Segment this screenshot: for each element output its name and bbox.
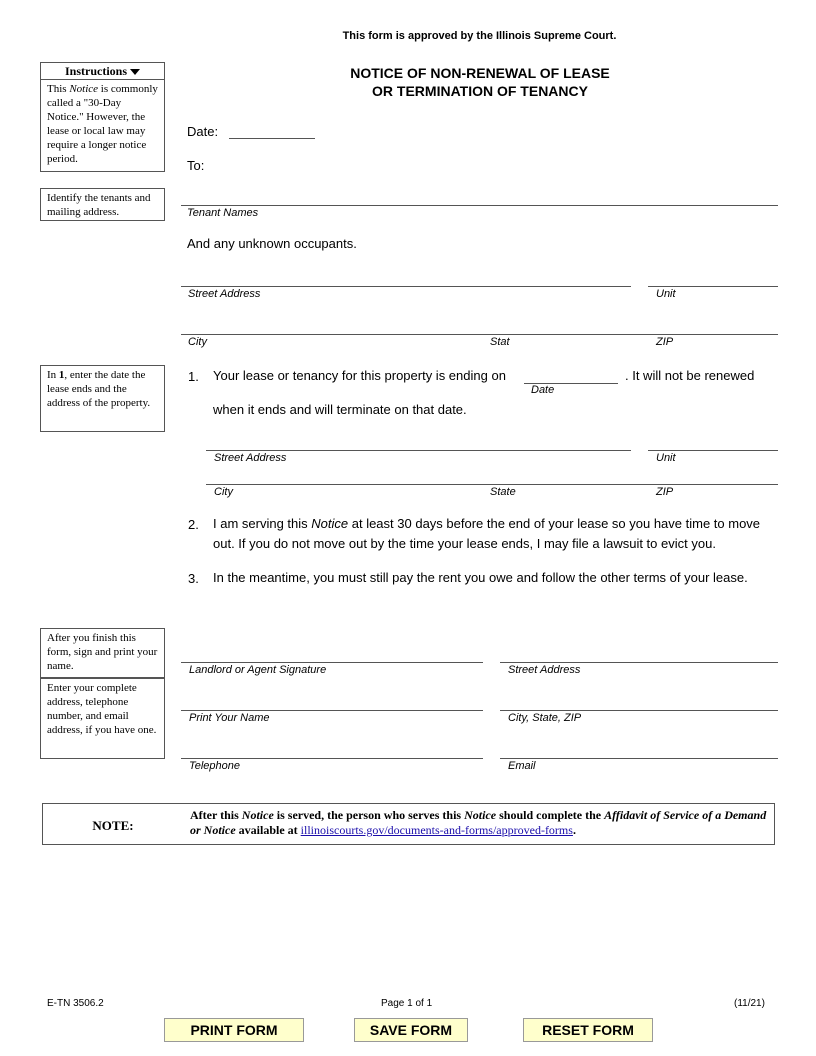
note-t3: is served, the person who serves this xyxy=(273,808,465,822)
caret-down-icon xyxy=(130,69,140,75)
instr5-text: Enter your complete address, telephone number, and email address, if you have one. xyxy=(47,682,157,736)
landlord-signature-field[interactable] xyxy=(181,662,483,663)
approved-forms-link[interactable]: illinoiscourts.gov/documents-and-forms/approved-forms xyxy=(300,823,573,837)
instr3-bold: 1 xyxy=(58,369,65,381)
title-line-1: NOTICE OF NON-RENEWAL OF LEASE xyxy=(350,65,610,81)
telephone-field[interactable] xyxy=(181,758,483,759)
instructions-box-intro xyxy=(40,62,165,172)
property-unit-caption: Unit xyxy=(656,452,676,464)
instr4-text: After you finish this form, sign and print your name. xyxy=(47,632,158,672)
print-name-caption: Print Your Name xyxy=(189,712,270,724)
landlord-street-caption: Street Address xyxy=(508,664,581,676)
landlord-city-state-zip-field[interactable] xyxy=(500,710,778,711)
instr3-post: , enter the date the lease ends and the address of the property. xyxy=(47,369,151,409)
item-2-text xyxy=(213,514,773,554)
reset-form-button[interactable]: RESET FORM xyxy=(523,1018,653,1042)
item-2-em: Notice xyxy=(311,516,349,531)
date-label: Date: xyxy=(187,124,219,139)
print-form-button[interactable]: PRINT FORM xyxy=(164,1018,304,1042)
property-zip-caption: ZIP xyxy=(656,486,674,498)
item-2-pre: I am serving this xyxy=(213,516,312,531)
instructions-heading-label: Instructions xyxy=(64,64,127,78)
note-t5: should complete the xyxy=(496,808,605,822)
instr1-post: is commonly called a "30-Day Notice." However, the lease or local law may require a longer notice period. xyxy=(47,83,158,165)
email-caption: Email xyxy=(508,760,536,772)
approval-statement: This form is approved by the Illinois Supreme Court. xyxy=(342,30,617,42)
item-2-post: at least 30 days before the end of your lease so you have time to move out. If you do not move out by the time your lease ends, I may file a lawsuit to evict you. xyxy=(213,516,761,551)
note-t1: After this xyxy=(190,808,242,822)
to-label: To: xyxy=(187,158,205,173)
property-street-caption: Street Address xyxy=(214,452,287,464)
note-t2: Notice xyxy=(241,808,274,822)
item-2-number: 2. xyxy=(188,517,199,532)
instructions-box-tenants xyxy=(40,188,165,221)
instr1-pre: This xyxy=(47,83,70,95)
tenant-names-field[interactable] xyxy=(181,205,778,206)
unit-caption: Unit xyxy=(656,288,676,300)
note-t4: Notice xyxy=(464,808,497,822)
instructions-box-contact xyxy=(40,678,165,759)
property-city-caption: City xyxy=(214,486,233,498)
instr1-em: Notice xyxy=(69,83,99,95)
unit-field[interactable] xyxy=(648,286,778,287)
instr3-pre: In xyxy=(47,369,59,381)
page-number: Page 1 of 1 xyxy=(381,998,433,1009)
title-line-2: OR TERMINATION OF TENANCY xyxy=(372,83,588,99)
property-city-state-zip-field[interactable] xyxy=(206,484,778,485)
item-3-text: In the meantime, you must still pay the rent you owe and follow the other terms of your lease. xyxy=(213,570,748,585)
street-address-field[interactable] xyxy=(181,286,631,287)
item-3-number: 3. xyxy=(188,571,199,586)
landlord-city-state-zip-caption: City, State, ZIP xyxy=(508,712,582,724)
instructions-box-sign xyxy=(40,628,165,678)
property-unit-field[interactable] xyxy=(648,450,778,451)
note-label: NOTE: xyxy=(92,818,134,833)
email-field[interactable] xyxy=(500,758,778,759)
revision-date: (11/21) xyxy=(734,998,765,1009)
landlord-street-field[interactable] xyxy=(500,662,778,663)
city-caption: City xyxy=(188,336,207,348)
property-street-field[interactable] xyxy=(206,450,631,451)
instructions-heading[interactable] xyxy=(41,63,164,80)
lease-end-date-caption: Date xyxy=(531,384,555,396)
item-1-text-a: Your lease or tenancy for this property is ending on xyxy=(213,368,506,383)
note-t8: . xyxy=(572,823,576,837)
page-title xyxy=(260,64,700,100)
instructions-box-item1 xyxy=(40,365,165,432)
unknown-occupants-text: And any unknown occupants. xyxy=(187,236,357,251)
street-address-caption: Street Address xyxy=(188,288,261,300)
item-1-text-c: when it ends and will terminate on that date. xyxy=(213,402,467,417)
note-t6: Affidavit of Service of a Demand or Notice xyxy=(190,808,767,837)
item-1-text-b: . It will not be renewed xyxy=(625,368,755,383)
date-field[interactable] xyxy=(229,138,315,139)
landlord-signature-caption: Landlord or Agent Signature xyxy=(189,664,327,676)
telephone-caption: Telephone xyxy=(189,760,240,772)
zip-caption: ZIP xyxy=(656,336,674,348)
note-t7: available at xyxy=(235,823,301,837)
save-form-button[interactable]: SAVE FORM xyxy=(354,1018,468,1042)
stat-caption: Stat xyxy=(490,336,510,348)
property-state-caption: State xyxy=(490,486,516,498)
form-id: E-TN 3506.2 xyxy=(47,998,104,1009)
tenant-names-caption: Tenant Names xyxy=(187,207,259,219)
instr2-text: Identify the tenants and mailing address. xyxy=(47,192,151,218)
print-name-field[interactable] xyxy=(181,710,483,711)
item-1-number: 1. xyxy=(188,369,199,384)
city-state-zip-field[interactable] xyxy=(181,334,778,335)
note-text xyxy=(190,808,770,838)
